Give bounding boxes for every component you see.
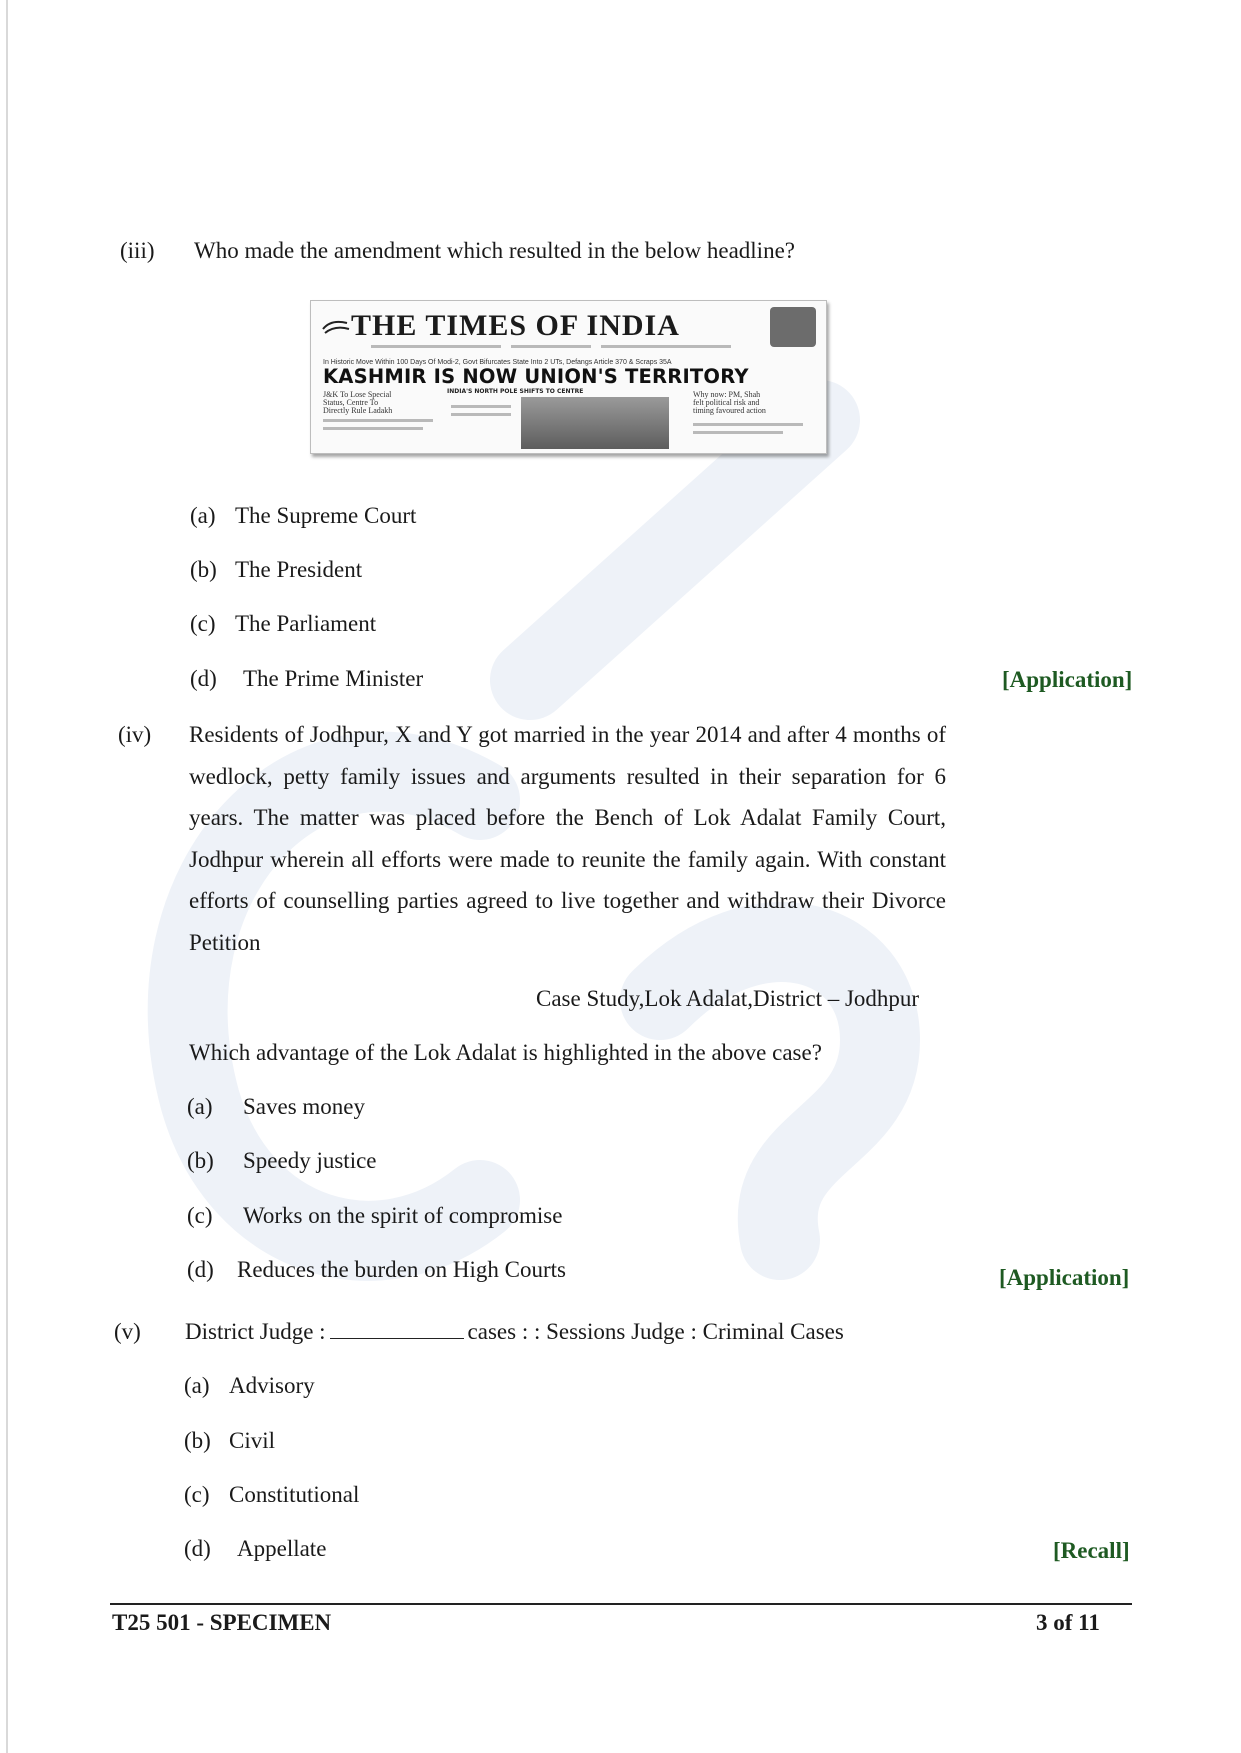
- option-text: Works on the spirit of compromise: [243, 1203, 563, 1228]
- option-text: Appellate: [237, 1536, 327, 1561]
- option-text: The Supreme Court: [235, 503, 417, 528]
- newspaper-left-column: J&K To Lose Special Status, Centre To Directly Rule Ladakh: [323, 390, 393, 415]
- option-letter: (b): [190, 557, 217, 582]
- newspaper-lines: [323, 419, 433, 422]
- option-letter: (a): [184, 1373, 210, 1398]
- option-text: Reduces the burden on High Courts: [237, 1257, 566, 1282]
- skill-tag: [Recall]: [1053, 1538, 1130, 1563]
- option-text: The Parliament: [235, 611, 377, 636]
- case-source: Case Study,Lok Adalat,District – Jodhpur: [536, 986, 920, 1011]
- paper-code: T25 501 - SPECIMEN: [112, 1610, 332, 1635]
- option-letter: (d): [184, 1536, 211, 1561]
- newspaper-right-column: Why now: PM, Shah felt political risk and timing favoured action: [693, 390, 766, 415]
- newspaper-lines: [601, 345, 731, 348]
- option-text: Civil: [229, 1428, 276, 1453]
- analogy-left: District Judge :: [185, 1319, 326, 1344]
- newspaper-logo-icon: [321, 315, 351, 337]
- option-letter: (d): [190, 666, 217, 691]
- footer-rule: [110, 1603, 1132, 1605]
- newspaper-lines: [371, 345, 501, 348]
- option-text: Saves money: [243, 1094, 366, 1119]
- option-text: Constitutional: [229, 1482, 360, 1507]
- answer-blank: [330, 1318, 464, 1339]
- question-number: (iii): [120, 238, 155, 263]
- skill-tag: [Application]: [999, 1265, 1130, 1290]
- option-letter: (a): [190, 503, 216, 528]
- option-text: Speedy justice: [243, 1148, 377, 1173]
- newspaper-strip: INDIA'S NORTH POLE SHIFTS TO CENTRE: [447, 388, 584, 395]
- question-number: (iv): [118, 722, 152, 747]
- newspaper-lines: [451, 405, 511, 408]
- option-letter: (b): [184, 1428, 211, 1453]
- option-letter: (c): [187, 1203, 213, 1228]
- newspaper-clipping: [310, 300, 827, 454]
- question-text: Who made the amendment which resulted in the below headline?: [194, 238, 795, 263]
- newspaper-photo: [521, 397, 669, 449]
- option-text: Advisory: [229, 1373, 315, 1398]
- skill-tag: [Application]: [1002, 667, 1133, 692]
- option-letter: (c): [184, 1482, 210, 1507]
- option-letter: (d): [187, 1257, 214, 1282]
- option-text: The President: [235, 557, 363, 582]
- newspaper-subhead: In Historic Move Within 100 Days Of Modi-2, Govt Bifurcates State Into 2 UTs, Defangs Article 370 & Scraps 35A: [323, 359, 672, 366]
- option-text: The Prime Minister: [243, 666, 424, 691]
- newspaper-lines: [693, 431, 783, 434]
- page-number: 3 of 11: [1036, 1610, 1100, 1635]
- newspaper-lines: [323, 427, 423, 430]
- newspaper-photo: [770, 307, 816, 347]
- page-edge: [6, 0, 8, 1753]
- case-paragraph: Residents of Jodhpur, X and Y got married in the year 2014 and after 4 months of wedlock, petty family issues and arguments resulted in their separation for 6 years. The matter was placed before the Bench of Lok Adalat Family Court, Jodhpur wherein all efforts were made to reunite the family again. With constant efforts of counselling parties agreed to live together and withdraw their Divorce Petition: [189, 722, 946, 955]
- newspaper-lines: [693, 423, 803, 426]
- analogy-right: cases : : Sessions Judge : Criminal Cases: [467, 1319, 844, 1344]
- option-letter: (c): [190, 611, 216, 636]
- question-text: Which advantage of the Lok Adalat is highlighted in the above case?: [189, 1040, 822, 1065]
- newspaper-lines: [511, 345, 591, 348]
- option-letter: (b): [187, 1148, 214, 1173]
- analogy-question: [185, 1318, 844, 1346]
- newspaper-lines: [451, 413, 511, 416]
- option-letter: (a): [187, 1094, 213, 1119]
- question-number: (v): [114, 1319, 141, 1344]
- newspaper-masthead: THE TIMES OF INDIA: [351, 309, 680, 342]
- newspaper-headline: KASHMIR IS NOW UNION'S TERRITORY: [323, 365, 749, 388]
